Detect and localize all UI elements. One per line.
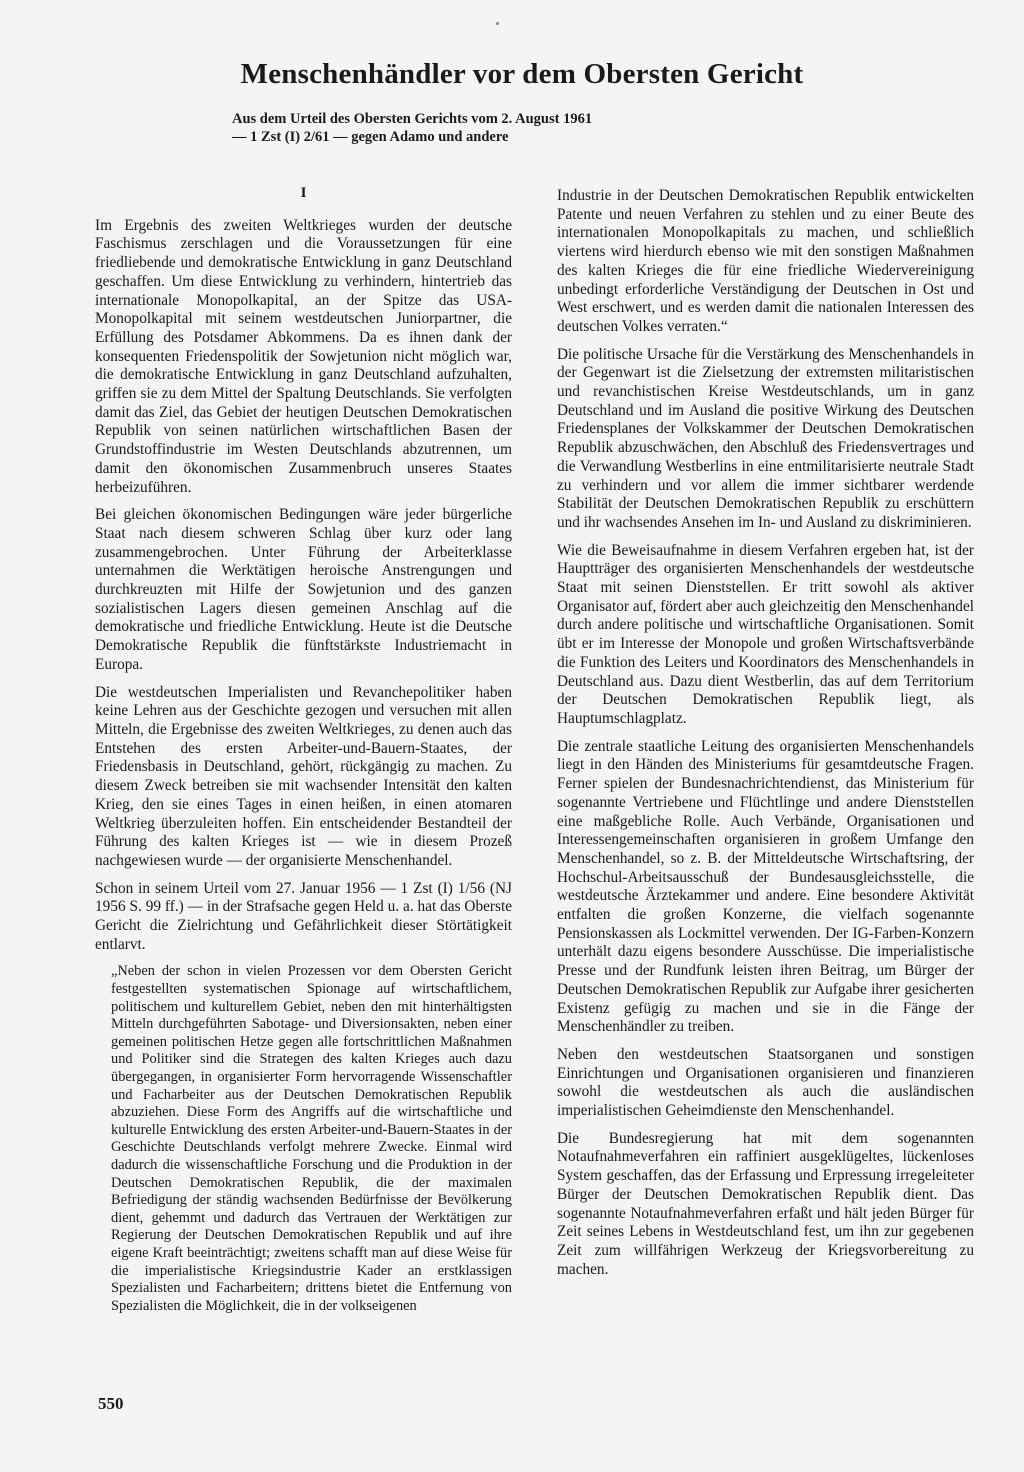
article-title: Menschenhändler vor dem Obersten Gericht — [240, 58, 804, 90]
section-mark: I — [300, 185, 307, 201]
right-column — [557, 187, 974, 1288]
paragraph: Wie die Beweisaufnahme in diesem Verfahren ergeben hat, ist der Hauptträger des organisierten Menschenhandels der westdeutsche Staat mit seinen Dienststellen. Er tritt sowohl als aktiver Organisator auf, fördert aber auch gleichzeitig den Menschenhandel durch andere politische und wirtschaftliche Organisationen. Somit übt er im Interesse der Monopole und großen Wirtschaftsverbände die Funktion des Leiters und Koordinators des Menschenhandels in Deutschland aus. Dazu dient Westberlin, das auf dem Territorium der Deutschen Demokratischen Republik liegt, als Hauptumschlagplatz. — [557, 541, 974, 727]
paragraph: Neben den westdeutschen Staatsorganen und sonstigen Einrichtungen und Organisationen organisieren und finanzieren sowohl die westdeutschen als auch die ausländischen imperialistischen Geheimdienste den Menschenhandel. — [557, 1045, 974, 1120]
paragraph: Schon in seinem Urteil vom 27. Januar 1956 — 1 Zst (I) 1/56 (NJ 1956 S. 99 ff.) — in der Strafsache gegen Held u. a. hat das Oberste Gericht die Zielrichtung und Gefährlichkeit dieser Störtätigkeit entlarvt. — [95, 879, 512, 953]
paragraph: Bei gleichen ökonomischen Bedingungen wäre jeder bürgerliche Staat nach diesem schweren Schlag über kurz oder lang zusammengebrochen. Unter Führung der Arbeiterklasse unternahmen die Werktätigen heroische Anstrengungen und durchkreuzten mit Hilfe der Sowjetunion und des ganzen sozialistischen Lagers diesen gemeinen Anschlag auf die demokratische und friedliche Entwicklung. Heute ist die Deutsche Demokratische Republik die fünftstärkste Industriemacht in Europa. — [95, 506, 512, 673]
paragraph: Die Bundesregierung hat mit dem sogenannten Notaufnahmeverfahren ein raffiniert ausgeklügeltes, lückenloses System geschaffen, das der Erfassung und Erpressung irregeleiteter Bürger der Deutschen Demokratischen Republik dient. Das sogenannte Notaufnahmeverfahren erfaßt und hält jeden Bürger für Zeit seines Lebens in Westdeutschland fest, um ihn zur gegebenen Zeit zum willfährigen Werkzeug der Kriegsvorbereitung zu machen. — [557, 1129, 974, 1278]
print-speck — [496, 22, 499, 25]
paragraph: Die westdeutschen Imperialisten und Revanchepolitiker haben keine Lehren aus der Geschichte gezogen und versuchen mit allen Mitteln, die Ergebnisse des zweiten Weltkrieges, zu denen auch das Entstehen des ersten Arbeiter-und-Bauern-Staates, der Friedensbasis in Deutschland, gehört, rückgängig zu machen. Zu diesem Zweck betreiben sie mit wachsender Intensität den kalten Krieg, den sie eines Tages in einen heißen, in einen atomaren Weltkrieg überzuleiten hoffen. Ein entscheidender Bestandteil der Führung des kalten Krieges ist — wie in diesem Prozeß nachgewiesen wurde — der organisierte Menschenhandel. — [95, 683, 512, 869]
left-column — [95, 180, 512, 1324]
subtitle-line-1: Aus dem Urteil des Obersten Gerichts vom 2. August 1961 — [232, 111, 593, 127]
page-number: 550 — [98, 1394, 124, 1413]
paragraph: Die zentrale staatliche Leitung des organisierten Menschenhandels liegt in den Händen des Ministeriums für gesamtdeutsche Fragen. Ferner spielen der Bundesnachrichtendienst, das Ministerium für sogenannte Vertriebene und Flüchtlinge und andere Dienststellen eine maßgebliche Rolle. Auch Verbände, Organisationen und Interessengemeinschaften organisieren in großem Umfange den Menschenhandel, so z. B. der Mitteldeutsche Wirtschaftsring, der Hochschul-Arbeitsausschuß der Bundesausgleichsstelle, die westdeutsche Ärztekammer und andere. Eine besondere Aktivität entfalten die großen Konzerne, die vielfach sogenannte Pensionskassen als Lockmittel verwenden. Der IG-Farben-Konzern unterhält dazu eigens besondere Ausschüsse. Die imperialistische Presse und der Rundfunk leisten ihren Beitrag, um Bürger der Deutschen Demokratischen Republik zur Aufgabe ihrer gesicherten Existenz gefügig zu machen und sie in die Fänge der Menschenhändler zu treiben. — [557, 737, 974, 1036]
paragraph: Im Ergebnis des zweiten Weltkrieges wurden der deutsche Faschismus zerschlagen und die Voraussetzungen für eine friedliebende und demokratische Entwicklung in ganz Deutschland geschaffen. Um diese Entwicklung zu verhindern, hintertrieb das internationale Monopolkapital, an der Spitze das USA-Monopolkapital mit seinem westdeutschen Juniorpartner, die Erfüllung des Potsdamer Abkommens. Da es ihnen dank der konsequenten Friedenspolitik der Sowjetunion nicht möglich war, die demokratische Entwicklung in ganz Deutschland aufzuhalten, griffen sie zu dem Mittel der Spaltung Deutschlands. Sie verfolgten damit das Ziel, das Gebiet der heutigen Deutschen Demokratischen Republik von seinen natürlichen wirtschaftlichen Basen der Grundstoffindustrie im Westen Deutschlands abzutrennen, um damit den ökonomischen Zusammenbruch unseres Staates herbeizuführen. — [95, 216, 512, 496]
paragraph: Die politische Ursache für die Verstärkung des Menschenhandels in der Gegenwart ist die Zielsetzung der extremsten militaristischen und revanchistischen Kreise Westdeutschlands, um in ganz Deutschland und im Ausland die positive Wirkung des Deutschen Friedensplanes der Volkskammer der Deutschen Demokratischen Republik abzuschwächen, den Abschluß des Friedensvertrages und die Verwandlung Westberlins in eine entmilitarisierte neutrale Stadt zu verhindern und vor allem die immer sichtbarer werdende Stabilität der Deutschen Demokratischen Republik zu erschüttern und ihr wachsendes Ansehen im In- und Ausland zu diskriminieren. — [557, 345, 974, 531]
article-subtitle — [232, 110, 792, 146]
quoted-paragraph: „Neben der schon in vielen Prozessen vor dem Obersten Gericht festgestellten systematischen Spionage auf wirtschaftlichem, politischem und kulturellem Gebiet, neben den mit hinterhältigsten Mitteln durchgeführten Sabotage- und Diversionsakten, neben einer gemeinen politischen Hetze gegen alle fortschrittlichen Maßnahmen und Politiker sind die Strategen des kalten Krieges auch dazu übergegangen, in organisierter Form hervorragende Wissenschaftler und Facharbeiter aus der Deutschen Demokratischen Republik abzuziehen. Diese Form des Angriffs auf die wirtschaftliche und kulturelle Entwicklung des ersten Arbeiter-und-Bauern-Staates in der Geschichte Deutschlands verfolgt mehrere Zwecke. Einmal wird dadurch die wissenschaftliche Forschung und die Produktion in der Deutschen Demokratischen Republik, die der maximalen Befriedigung der ständig wachsenden Bedürfnisse der Bevölkerung dient, gehemmt und dadurch das Vertrauen der Werktätigen zur Regierung der Deutschen Demokratischen Republik und auf ihre eigene Kraft beeinträchtigt; zweitens schafft man auf diese Weise für die imperialistische Kriegsindustrie Kader an erstklassigen Spezialisten und Facharbeitern; drittens bietet die Entfernung von Spezialisten die Möglichkeit, die in der volkseigenen — [111, 963, 512, 1314]
paragraph: Industrie in der Deutschen Demokratischen Republik entwickelten Patente und neuen Verfahren zu stehlen und zu einer Beute des internationalen Monopolkapitals zu machen, und schließlich viertens wird hierdurch ebenso wie mit den sonstigen Maßnahmen des kalten Krieges die für eine friedliche Wiedervereinigung unbedingt erforderliche Verständigung der Deutschen in Ost und West erschwert, und es werden damit die nationalen Interessen des deutschen Volkes verraten.“ — [557, 187, 974, 335]
subtitle-line-2: — 1 Zst (I) 2/61 — gegen Adamo und andere — [232, 129, 509, 145]
